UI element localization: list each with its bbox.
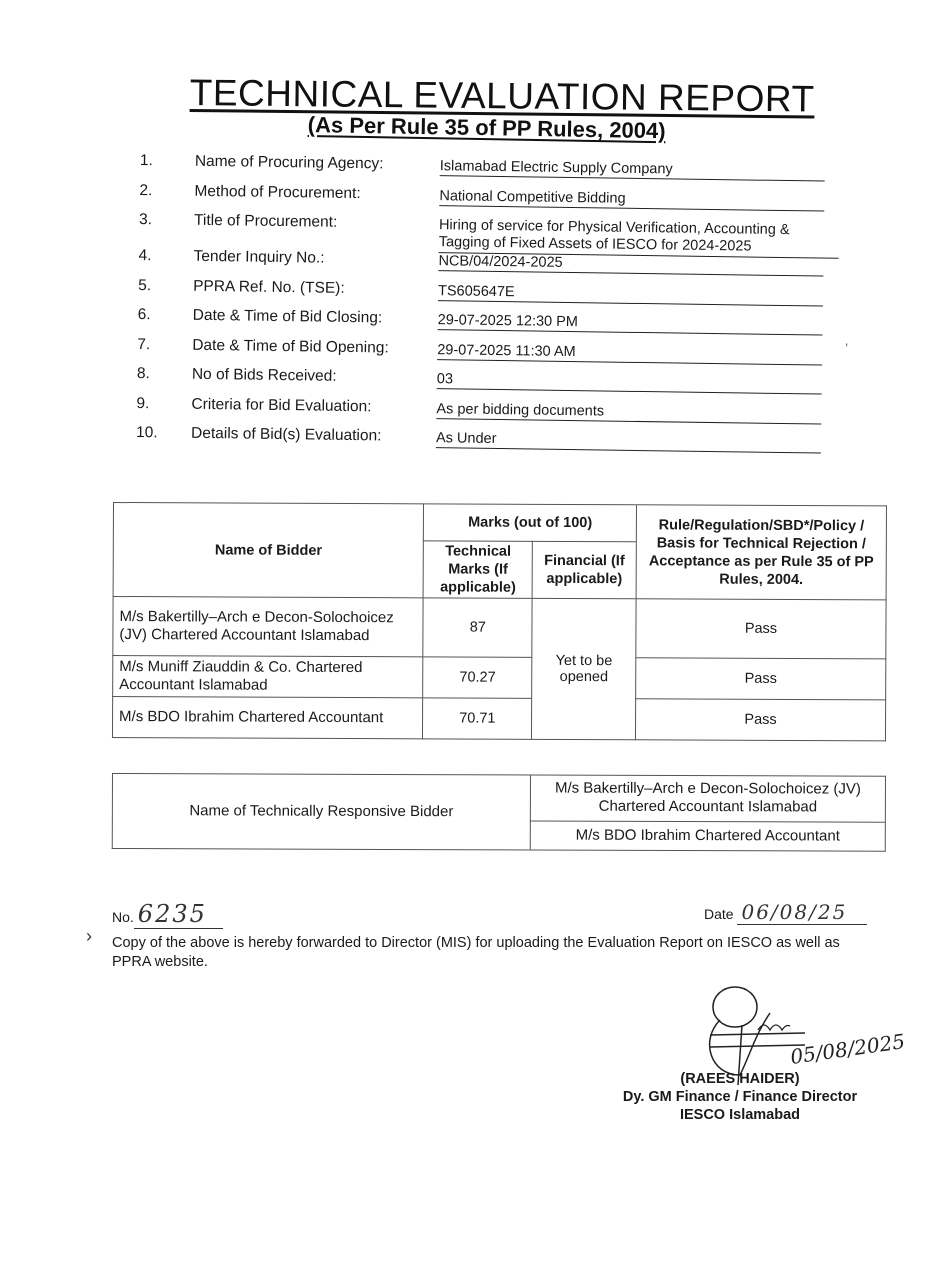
technical-marks: 87 [423,598,532,657]
field-label: Title of Procurement: [193,211,338,231]
table-row [113,597,886,659]
signature-date: 05/08/2025 [788,1029,907,1069]
field-value: National Competitive Bidding [439,188,824,211]
responsive-bidder: M/s Bakertilly–Arch e Decon-Solochoicez (JV) Chartered Accountant Islamabad [530,775,885,822]
reference-value: 6235 [134,900,223,929]
field-value: NCB/04/2024-2025 [438,253,823,276]
field-number: 1. [139,152,153,170]
bidder-name: M/s Muniff Ziauddin & Co. Chartered Accountant Islamabad [113,656,424,698]
field-number: 5. [138,276,152,294]
stray-mark: ’ [845,340,849,356]
reference-number [112,900,223,929]
field-value: 29-07-2025 12:30 PM [438,312,823,335]
field-number: 10. [135,423,158,442]
evaluation-result: Pass [636,658,886,700]
table-row [112,774,885,822]
field-value: Hiring of service for Physical Verification, Accounting & Tagging of Fixed Assets of IESCO for 2024-2025 [439,217,839,259]
field-number: 3. [138,210,153,229]
field-label: Tender Inquiry No.: [193,247,325,267]
field-label: Date & Time of Bid Opening: [192,336,389,356]
field-value: TS605647E [438,283,823,306]
tick-mark-icon: › [86,926,92,946]
field-number: 4. [138,246,152,265]
field-number: 6. [137,305,151,324]
signatory-block [590,1070,890,1124]
field-label: Details of Bid(s) Evaluation: [190,424,382,445]
header-financial-marks: Financial (If applicable) [532,541,636,598]
evaluation-result: Pass [636,599,886,659]
field-number: 9. [136,394,150,412]
field-value: Islamabad Electric Supply Company [440,158,825,181]
field-number: 2. [139,181,153,199]
financial-marks: Yet to be opened [532,598,636,739]
reference-label: No. [112,909,134,925]
responsive-bidders-table [112,773,886,852]
table-row [112,697,885,741]
field-label: Date & Time of Bid Closing: [192,306,383,327]
report-subtitle: (As Per Rule 35 of PP Rules, 2004) [307,112,666,144]
bidder-name: M/s Bakertilly–Arch e Decon-Solochoicez (JV) Chartered Accountant Islamabad [113,597,424,657]
evaluation-table [112,502,887,741]
field-label: Name of Procuring Agency: [194,152,384,173]
field-label: Criteria for Bid Evaluation: [191,395,372,415]
header-technical-marks: Technical Marks (If applicable) [423,541,532,598]
procurement-details [136,152,840,463]
signatory-name: (RAEES HAIDER) [680,1071,800,1087]
report-title: TECHNICAL EVALUATION REPORT [189,72,815,120]
field-number: 7. [137,335,151,353]
date-label: Date [704,906,734,922]
header-bidder-name: Name of Bidder [113,503,424,598]
signatory-title: Dy. GM Finance / Finance Director [622,1089,858,1105]
field-number: 8. [136,364,150,383]
forwarding-note: Copy of the above is hereby forwarded to Director (MIS) for uploading the Evaluation Report on IESCO as well as PPRA website. [112,935,840,970]
date-value: 06/08/25 [737,900,867,925]
field-label: PPRA Ref. No. (TSE): [193,277,345,297]
technical-marks: 70.27 [423,657,532,698]
field-label: Method of Procurement: [194,182,361,202]
evaluation-result: Pass [636,699,886,741]
bidder-name: M/s BDO Ibrahim Chartered Accountant [112,697,423,739]
field-value: As Under [436,430,821,453]
header-marks: Marks (out of 100) [424,504,637,542]
signatory-organization: IESCO Islamabad [679,1107,801,1123]
table-header-row [113,503,886,543]
technical-marks: 70.71 [423,698,532,739]
reference-date [704,900,867,925]
header-basis: Rule/Regulation/SBD*/Policy / Basis for Technical Rejection / Acceptance as per Rule 35 of PP Rules, 2004. [636,505,886,600]
field-value: 03 [437,371,822,394]
responsive-bidder: M/s BDO Ibrahim Chartered Accountant [530,821,885,852]
field-value: As per bidding documents [436,401,821,424]
responsive-bidder-label: Name of Technically Responsive Bidder [112,774,530,850]
table-row [113,656,886,700]
field-label: No of Bids Received: [191,365,337,385]
field-value: 29-07-2025 11:30 AM [437,342,822,365]
